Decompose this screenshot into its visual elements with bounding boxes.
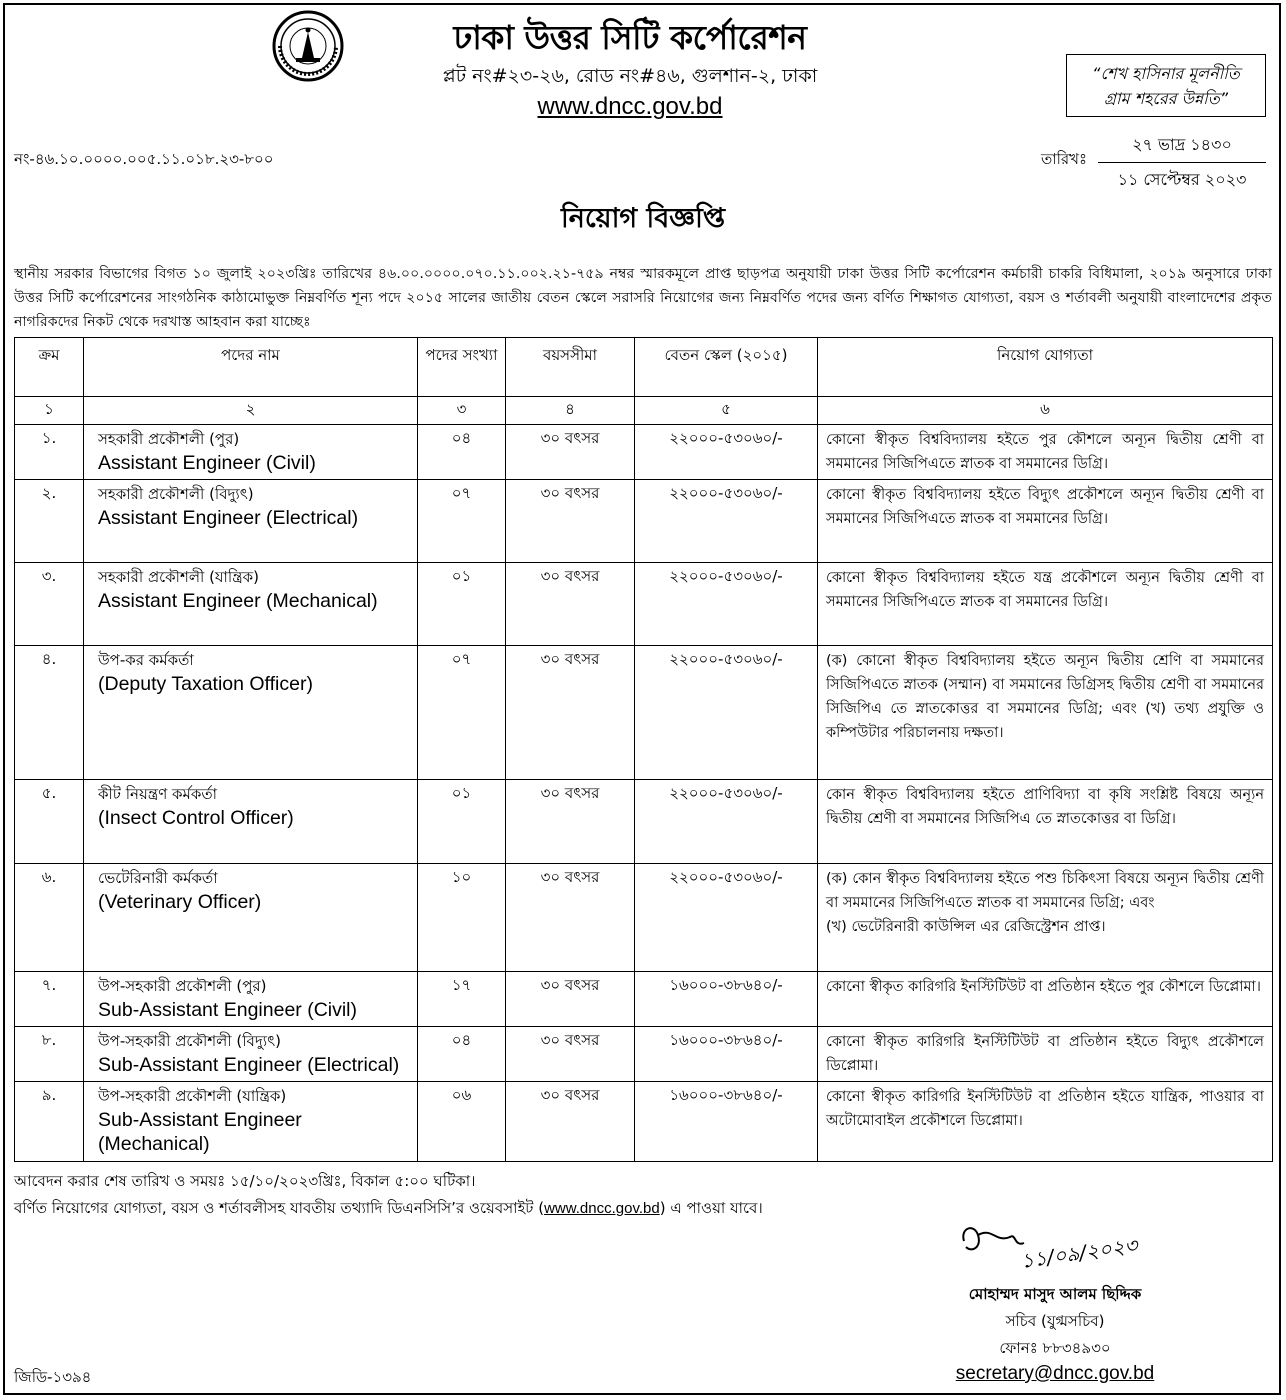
row-serial: ৩.: [15, 563, 84, 646]
signatory-name: মোহাম্মদ মাসুদ আলম ছিদ্দিক: [968, 1285, 1142, 1303]
gd-number: জিডি-১৩৯৪: [14, 1368, 92, 1386]
row-age-limit: ৩০ বৎসর: [506, 972, 635, 1027]
row-post-count: ০৭: [418, 646, 506, 780]
row-post-name: [84, 425, 418, 480]
post-title-bangla: সহকারী প্রকৌশলী (বিদ্যুৎ): [98, 485, 254, 503]
column-number: ২: [84, 397, 418, 425]
row-qualification: কোনো স্বীকৃত কারিগরি ইনস্টিটিউট বা প্রতিষ্ঠান হইতে পুর কৌশলে ডিপ্লোমা।: [818, 972, 1273, 1027]
row-serial: ২.: [15, 480, 84, 563]
table-row: [15, 646, 1273, 780]
table-row: [15, 563, 1273, 646]
row-post-count: ০৬: [418, 1082, 506, 1162]
row-post-count: ০৪: [418, 1027, 506, 1082]
header-serial: ক্রম: [15, 338, 84, 397]
post-title-english: Assistant Engineer (Civil): [98, 452, 316, 474]
header-age-limit: বয়সসীমা: [506, 338, 635, 397]
column-number: ৫: [635, 397, 818, 425]
application-deadline: আবেদন করার শেষ তারিখ ও সময়ঃ ১৫/১০/২০২৩খ্রিঃ, বিকাল ৫:০০ ঘটিকা।: [14, 1172, 476, 1190]
organization-website-link[interactable]: www.dncc.gov.bd: [537, 93, 723, 120]
post-title-english: (Veterinary Officer): [98, 891, 262, 913]
row-post-count: ০১: [418, 780, 506, 864]
post-title-english: Sub-Assistant Engineer (Electrical): [98, 1054, 400, 1076]
row-qualification: (ক) কোনো স্বীকৃত বিশ্ববিদ্যালয় হইতে অন্যূন দ্বিতীয় শ্রেণি বা সমমানের সিজিপিএতে স্নাতক (সম্মান) বা সমমানের ডিগ্রিসহ দ্বিতীয় শ্রেণী বা সমমানের সিজিপিএ তে স্নাতকোত্তর বা সমমানের ডিগ্রি; এবং (খ) তথ্য প্রযুক্তি ও কম্পিউটার পরিচালনায় দক্ষতা।: [818, 646, 1273, 780]
motto-box: [1066, 54, 1266, 117]
table-header-row: [15, 338, 1273, 397]
row-serial: ৯.: [15, 1082, 84, 1162]
row-post-count: ০৪: [418, 425, 506, 480]
row-qualification: কোনো স্বীকৃত বিশ্ববিদ্যালয় হইতে যন্ত্র প্রকৌশলে অন্যূন দ্বিতীয় শ্রেণী বা সমমানের সিজিপিএতে স্নাতক বা সমমানের ডিগ্রি।: [818, 563, 1273, 646]
row-post-name: [84, 972, 418, 1027]
signature: [952, 1213, 1152, 1283]
row-post-count: ০১: [418, 563, 506, 646]
row-pay-scale: ২২০০০-৫৩০৬০/-: [635, 480, 818, 563]
row-age-limit: ৩০ বৎসর: [506, 425, 635, 480]
info-note-prefix: বর্ণিত নিয়োগের যোগ্যতা, বয়স ও শর্তাবলীসহ যাবতীয় তথ্যাদি ডিএনসিসি’র ওয়েবসাইট (: [14, 1199, 545, 1217]
table-row: [15, 972, 1273, 1027]
date-label: তারিখঃ: [1041, 150, 1087, 168]
motto-line-1: “শেখ হাসিনার মূলনীতি: [1092, 64, 1240, 83]
date-bangla: ২৭ ভাদ্র ১৪৩০: [1098, 132, 1266, 163]
notice-title: নিয়োগ বিজ্ঞপ্তি: [560, 203, 726, 234]
row-post-name: [84, 1027, 418, 1082]
column-number: ৪: [506, 397, 635, 425]
row-qualification: কোনো স্বীকৃত কারিগরি ইনস্টিটিউট বা প্রতিষ্ঠান হইতে যান্ত্রিক, পাওয়ার বা অটোমোবাইল প্রকৌশলে ডিপ্লোমা।: [818, 1082, 1273, 1162]
post-title-bangla: উপ-সহকারী প্রকৌশলী (যান্ত্রিক): [98, 1087, 287, 1105]
post-title-english: Assistant Engineer (Mechanical): [98, 590, 378, 612]
row-post-count: ১০: [418, 864, 506, 972]
row-post-name: [84, 563, 418, 646]
post-title-bangla: সহকারী প্রকৌশলী (পুর): [98, 430, 240, 448]
intro-paragraph: স্থানীয় সরকার বিভাগের বিগত ১০ জুলাই ২০২৩খ্রিঃ তারিখের ৪৬.০০.০০০০.০৭০.১১.০০২.২১-৭৫৯ নম্বর স্মারকমূলে প্রাপ্ত ছাড়পত্র অনুযায়ী ঢাকা উত্তর সিটি কর্পোরেশন কর্মচারী চাকরি বিধিমালা, ২০১৯ অনুসারে ঢাকা উত্তর সিটি কর্পোরেশনের সাংগঠনিক কাঠামোভুক্ত নিম্নবর্ণিত শূন্য পদে ২০১৫ সালের জাতীয় বেতন স্কেলে সরাসরি নিয়োগের জন্য নিম্নবর্ণিত পদের জন্য বর্ণিত শিক্ষাগত যোগ্যতা, বয়স ও শর্তাবলী অনুযায়ী বাংলাদেশের প্রকৃত নাগরিকদের নিকট থেকে দরখাস্ত আহবান করা যাচ্ছেঃ: [14, 266, 1272, 330]
signature-date: ১১/০৯/২০২৩: [1019, 1232, 1139, 1273]
qualification-part-a: (ক) কোন স্বীকৃত বিশ্ববিদ্যালয় হইতে পশু চিকিৎসা বিষয়ে অন্যূন দ্বিতীয় শ্রেণী বা সমমানের সিজিপিএতে স্নাতক বা সমমানের ডিগ্রি; এবং: [826, 871, 1264, 911]
row-age-limit: ৩০ বৎসর: [506, 563, 635, 646]
header-post-name: পদের নাম: [84, 338, 418, 397]
organization-name: ঢাকা উত্তর সিটি কর্পোরেশন: [453, 18, 807, 57]
qualification-part-b: (খ) ভেটেরিনারী কাউন্সিল এর রেজিস্ট্রেশন প্রাপ্ত।: [826, 919, 1106, 935]
info-note: [14, 1197, 763, 1222]
row-age-limit: ৩০ বৎসর: [506, 646, 635, 780]
row-post-name: [84, 480, 418, 563]
info-note-website-link[interactable]: www.dncc.gov.bd: [544, 1200, 660, 1217]
post-title-english: (Deputy Taxation Officer): [98, 673, 313, 695]
row-serial: ১.: [15, 425, 84, 480]
column-number: ৩: [418, 397, 506, 425]
organization-address: প্লট নং#২৩-২৬, রোড নং#৪৬, গুলশান-২, ঢাকা: [442, 65, 818, 87]
dncc-logo: [272, 10, 344, 82]
post-title-bangla: উপ-সহকারী প্রকৌশলী (বিদ্যুৎ): [98, 1032, 281, 1050]
date-gregorian: ১১ সেপ্টেম্বর ২০২৩: [1117, 170, 1247, 189]
post-title-english: (Insect Control Officer): [98, 807, 294, 829]
row-serial: ৮.: [15, 1027, 84, 1082]
row-pay-scale: ২২০০০-৫৩০৬০/-: [635, 864, 818, 972]
post-title-bangla: উপ-কর কর্মকর্তা: [98, 651, 194, 669]
row-qualification: কোনো স্বীকৃত কারিগরি ইনস্টিটিউট বা প্রতিষ্ঠান হইতে বিদ্যুৎ প্রকৌশলে ডিপ্লোমা।: [818, 1027, 1273, 1082]
row-qualification: কোন স্বীকৃত বিশ্ববিদ্যালয় হইতে প্রাণিবিদ্যা বা কৃষি সংশ্লিষ্ট বিষয়ে অন্যূন দ্বিতীয় শ্রেণী বা সমমানের সিজিপিএ তে স্নাতকোত্তর বা ডিগ্রি।: [818, 780, 1273, 864]
row-serial: ৬.: [15, 864, 84, 972]
header-post-count: পদের সংখ্যা: [418, 338, 506, 397]
header-pay-scale: বেতন স্কেল (২০১৫): [635, 338, 818, 397]
row-age-limit: ৩০ বৎসর: [506, 1082, 635, 1162]
row-pay-scale: ২২০০০-৫৩০৬০/-: [635, 563, 818, 646]
signatory-phone: ফোনঃ ৮৮৩৪৯৩০: [999, 1339, 1111, 1357]
row-pay-scale: ২২০০০-৫৩০৬০/-: [635, 425, 818, 480]
memo-number: নং-৪৬.১০.০০০০.০০৫.১১.০১৮.২৩-৮০০: [14, 150, 274, 168]
motto-line-2: গ্রাম শহরের উন্নতি”: [1103, 89, 1229, 108]
column-number-row: [15, 397, 1273, 425]
table-row: [15, 425, 1273, 480]
row-post-name: [84, 646, 418, 780]
post-title-english: Sub-Assistant Engineer (Mechanical): [98, 1109, 302, 1155]
date-block: [1098, 132, 1266, 194]
row-pay-scale: ১৬০০০-৩৮৬৪০/-: [635, 1027, 818, 1082]
table-row: [15, 780, 1273, 864]
column-number: ১: [15, 397, 84, 425]
row-age-limit: ৩০ বৎসর: [506, 864, 635, 972]
vacancy-table: [14, 337, 1273, 1162]
row-qualification: কোনো স্বীকৃত বিশ্ববিদ্যালয় হইতে পুর কৌশলে অন্যূন দ্বিতীয় শ্রেণী বা সমমানের সিজিপিএতে স্নাতক বা সমমানের ডিগ্রি।: [818, 425, 1273, 480]
row-post-name: [84, 780, 418, 864]
row-pay-scale: ১৬০০০-৩৮৬৪০/-: [635, 1082, 818, 1162]
row-qualification: [818, 864, 1273, 972]
post-title-bangla: কীট নিয়ন্ত্রণ কর্মকর্তা: [98, 785, 217, 803]
table-row: [15, 1027, 1273, 1082]
row-pay-scale: ২২০০০-৫৩০৬০/-: [635, 780, 818, 864]
column-number: ৬: [818, 397, 1273, 425]
row-serial: ৫.: [15, 780, 84, 864]
row-age-limit: ৩০ বৎসর: [506, 1027, 635, 1082]
signatory-email-link[interactable]: secretary@dncc.gov.bd: [955, 1363, 1155, 1384]
row-qualification: কোনো স্বীকৃত বিশ্ববিদ্যালয় হইতে বিদ্যুৎ প্রকৌশলে অন্যূন দ্বিতীয় শ্রেণী বা সমমানের সিজিপিএতে স্নাতক বা সমমানের ডিগ্রি।: [818, 480, 1273, 563]
post-title-english: Assistant Engineer (Electrical): [98, 507, 359, 529]
post-title-english: Sub-Assistant Engineer (Civil): [98, 999, 358, 1021]
info-note-suffix: ) এ পাওয়া যাবে।: [659, 1199, 763, 1217]
table-row: [15, 864, 1273, 972]
post-title-bangla: সহকারী প্রকৌশলী (যান্ত্রিক): [98, 568, 259, 586]
post-title-bangla: উপ-সহকারী প্রকৌশলী (পুর): [98, 977, 267, 995]
row-serial: ৭.: [15, 972, 84, 1027]
row-age-limit: ৩০ বৎসর: [506, 480, 635, 563]
row-post-name: [84, 1082, 418, 1162]
table-row: [15, 1082, 1273, 1162]
row-post-name: [84, 864, 418, 972]
row-pay-scale: ২২০০০-৫৩০৬০/-: [635, 646, 818, 780]
post-title-bangla: ভেটেরিনারী কর্মকর্তা: [98, 869, 218, 887]
row-age-limit: ৩০ বৎসর: [506, 780, 635, 864]
table-row: [15, 480, 1273, 563]
row-post-count: ১৭: [418, 972, 506, 1027]
row-post-count: ০৭: [418, 480, 506, 563]
row-serial: ৪.: [15, 646, 84, 780]
signatory-designation: সচিব (যুগ্মসচিব): [1005, 1312, 1105, 1330]
header-qualification: নিয়োগ যোগ্যতা: [818, 338, 1273, 397]
row-pay-scale: ১৬০০০-৩৮৬৪০/-: [635, 972, 818, 1027]
